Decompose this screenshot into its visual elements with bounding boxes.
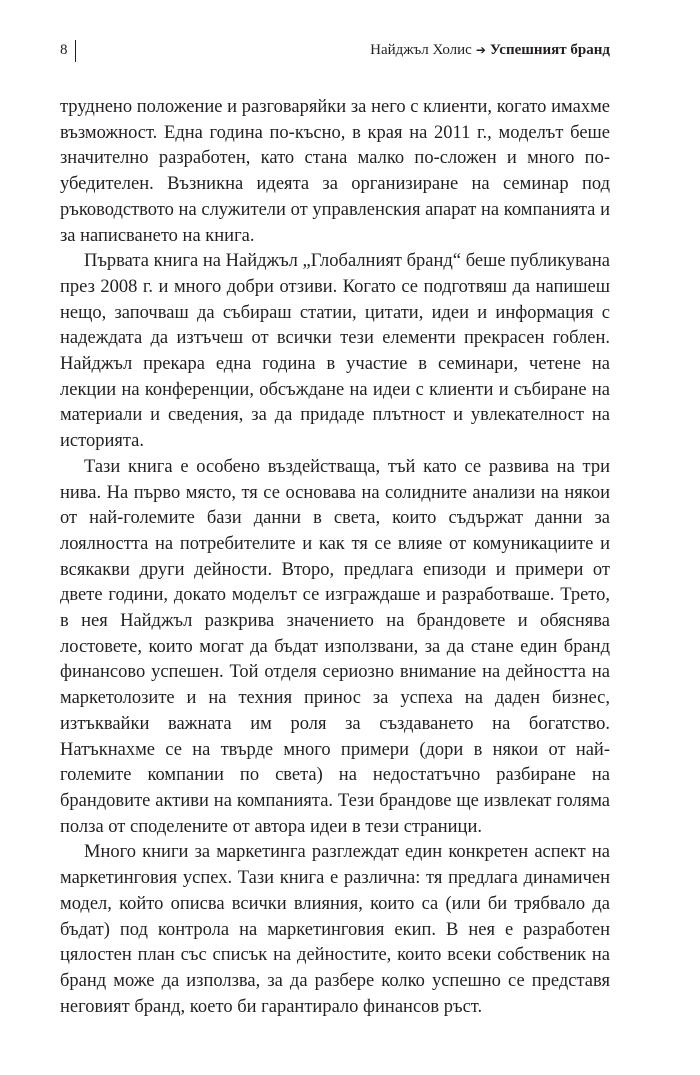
running-head-book-title: Успешният бранд bbox=[489, 42, 610, 58]
paragraph-continuation: труднено положение и разговаряйки за него с клиенти, когато имахме възможност. Една година по-късно, в края на 2011 г., моделът беше значително разработен, като стана малко по-сложен и много по-убедителен. Възникна идеята за организиране на семинар под ръководството на служители от управленския апарат на компанията и за написването на книга. bbox=[60, 97, 610, 246]
running-head-author: Найджъл Холис bbox=[370, 42, 472, 58]
page-header bbox=[60, 40, 610, 64]
running-head bbox=[370, 42, 610, 59]
page-body bbox=[60, 95, 610, 1020]
header-divider bbox=[75, 40, 76, 62]
paragraph: Много книги за маркетинга разглеждат един конкретен аспект на маркетинговия успех. Тази книга е различна: тя предлага динамичен модел, който описва всички влияния, които са (или би трябвало да бъдат) под контрола на маркетинговия екип. В нея е разработен цялостен план със списък на дейностите, които всеки собственик на бранд може да използва, за да разбере колко успешно се представя неговият бранд, което би гарантирало финансов ръст. bbox=[60, 842, 610, 1017]
paragraph: Първата книга на Найджъл „Глобалният бранд“ беше публикувана през 2008 г. и много добри отзиви. Когато се подготвяш да напишеш нещо, започваш да събираш статии, цитати, идеи и информация с надеждата да изтъчеш от всички тези елементи прекрасен гоблен. Найджъл прекара една година в участие в семинари, четене на лекции на конференции, обсъждане на идеи с клиенти и събиране на материали и сведения, за да придаде плътност и увлекателност на историята. bbox=[60, 251, 610, 452]
paragraph: Тази книга е особено въздействаща, тъй като се развива на три нива. На първо място, тя се основава на солидните анализи на някои от най-големите бази данни в света, които съдържат данни за лоялността на потребителите и как тя се влияе от комуникациите и всякакви други дейности. Второ, предлага епизоди и примери от двете години, докато моделът се изграждаше и разработваше. Трето, в нея Найджъл разкрива значението на брандовете и обяснява лостовете, които могат да бъдат използвани, за да стане един бранд финансово успешен. Той отделя сериозно внимание на дейността на маркетолозите и на техния принос за успеха на даден бизнес, изтъквайки важната им роля за създаването на богатство. Натъкнахме се на твърде много примери (дори в някои от най-големите компании по света) на недостатъчно разбиране на брандовите активи на компанията. Тези брандове ще извлекат голяма полза от споделените от автора идеи в тези страници. bbox=[60, 456, 610, 837]
arrow-icon: ➔ bbox=[475, 43, 486, 57]
page-number: 8 bbox=[60, 42, 68, 58]
